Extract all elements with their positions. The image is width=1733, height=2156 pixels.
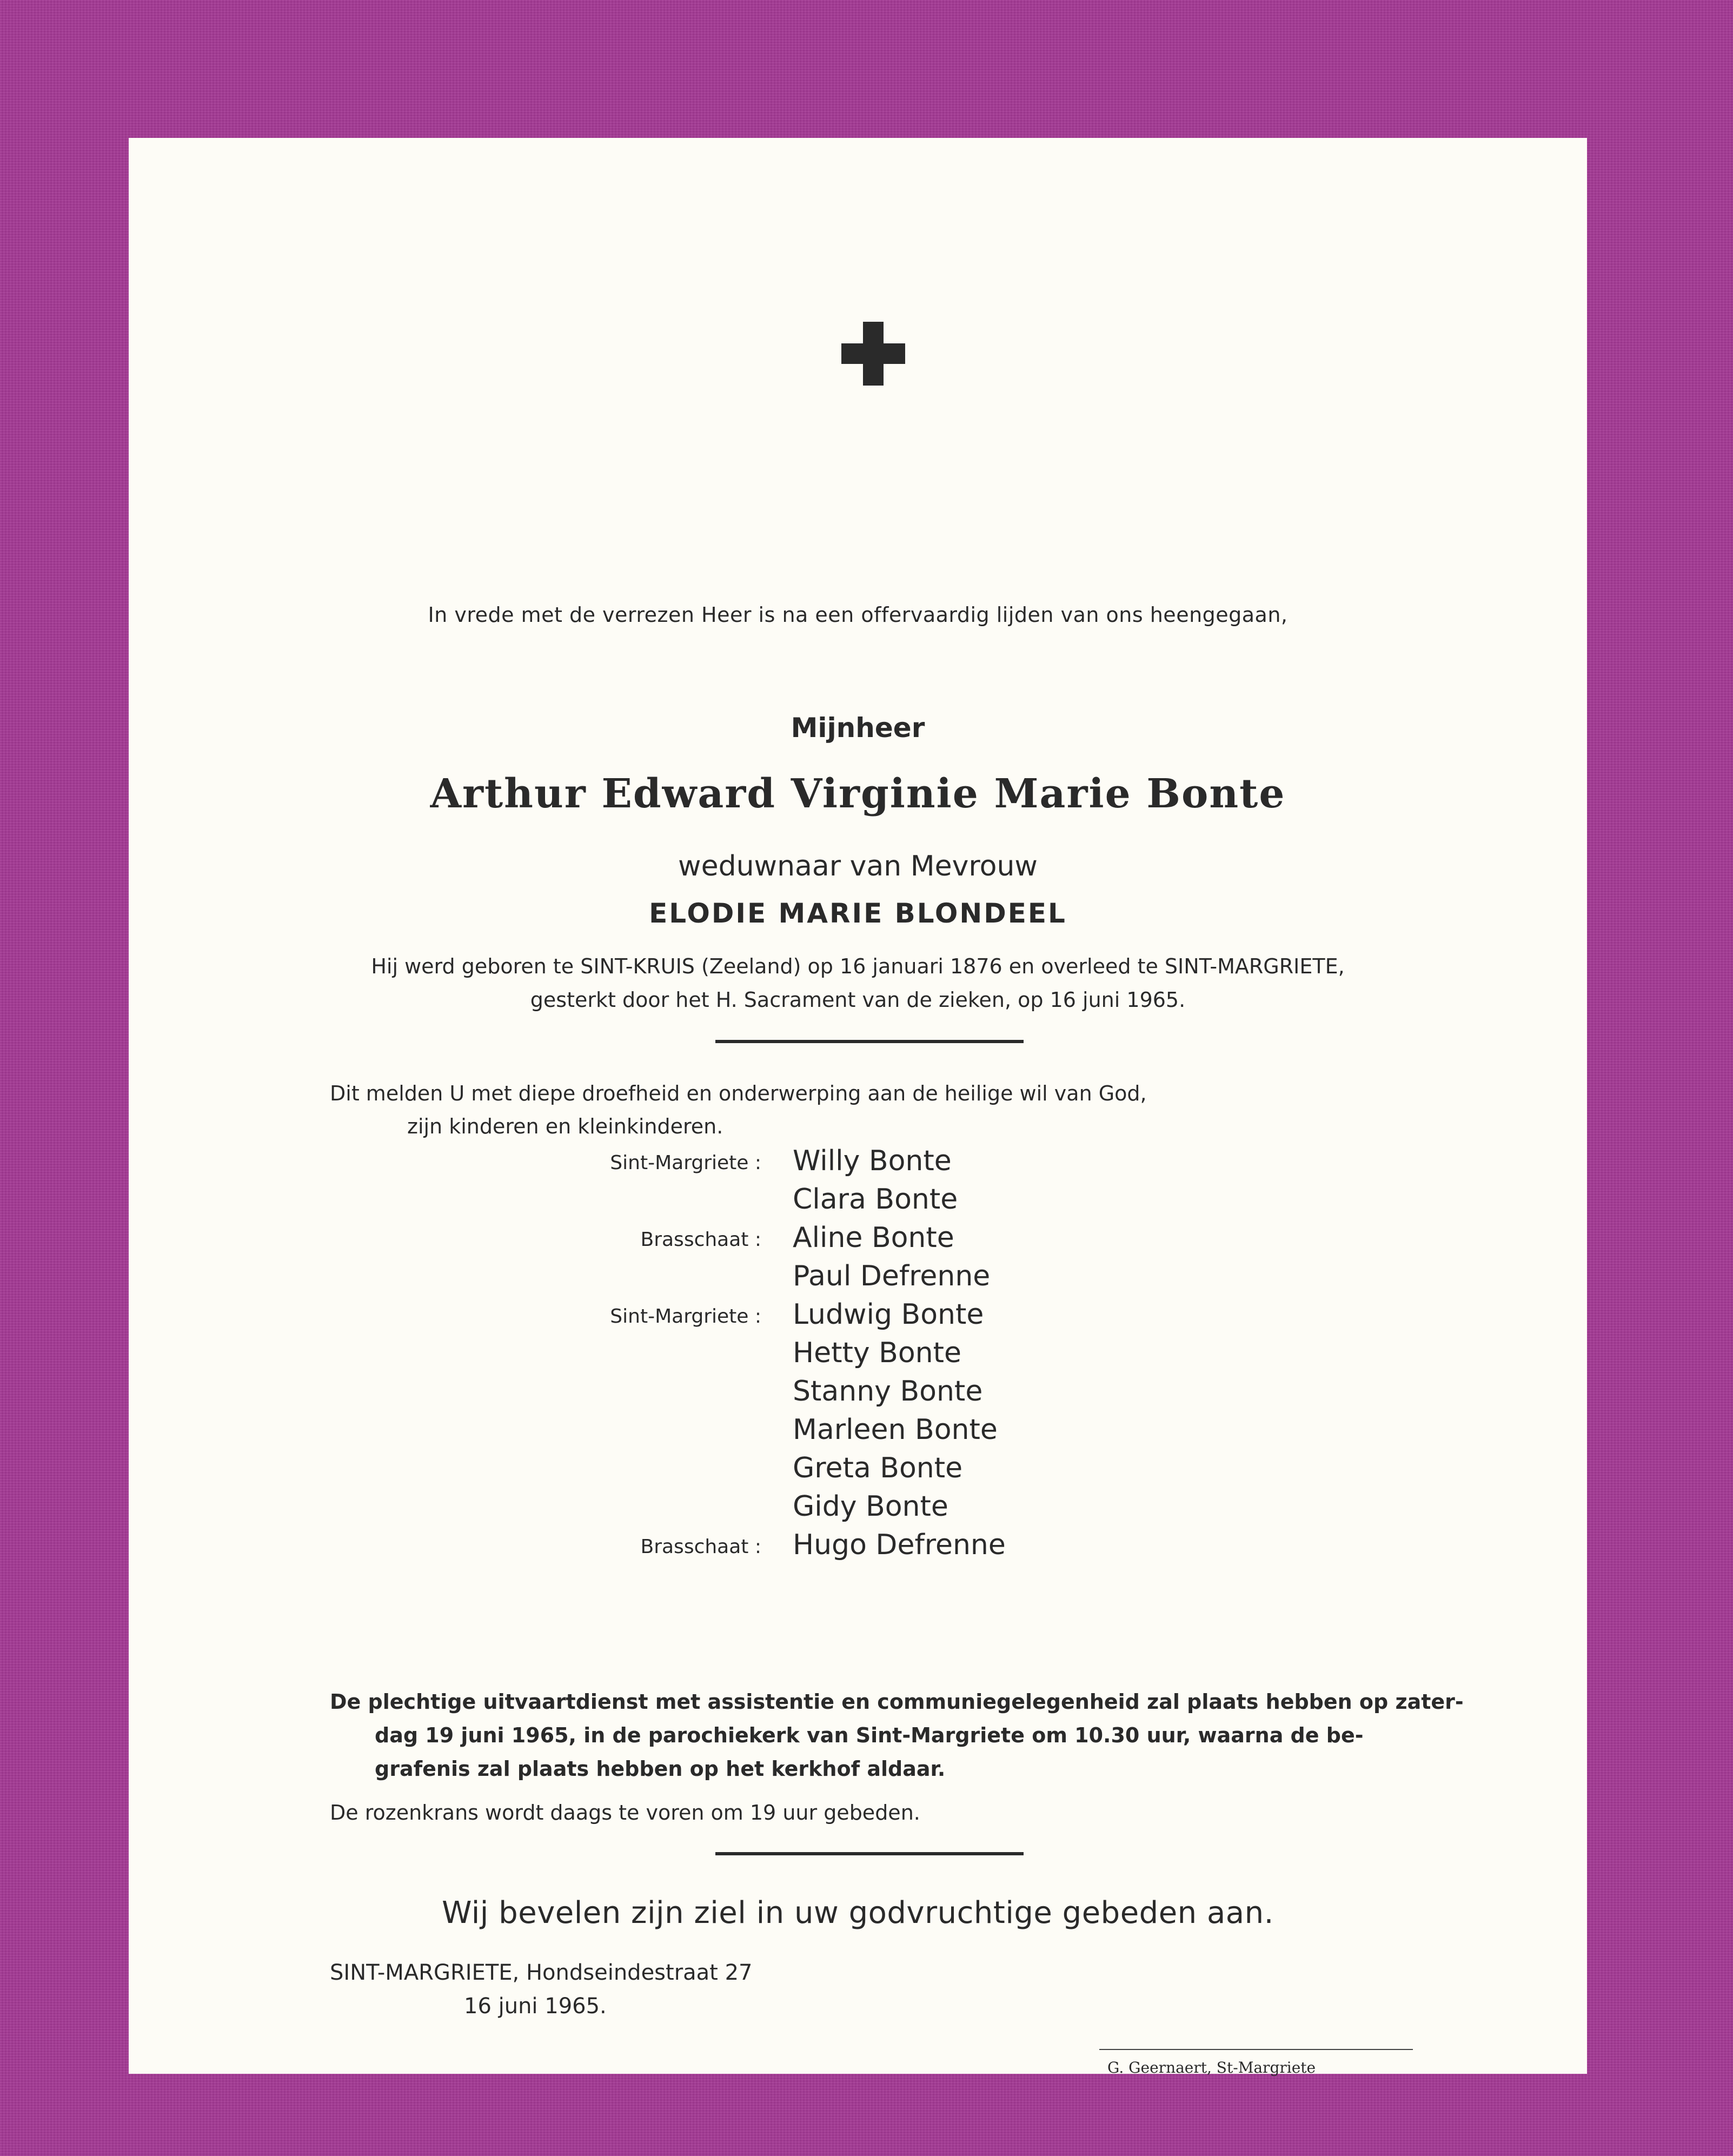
printer-rule [1099, 2049, 1413, 2050]
title-prefix: Mijnheer [791, 712, 925, 744]
relative-name: Hugo Defrenne [793, 1529, 1006, 1561]
relative-name: Clara Bonte [793, 1183, 958, 1216]
relative-place: Brasschaat : [640, 1536, 761, 1558]
relative-name: Hetty Bonte [793, 1337, 961, 1369]
spouse-name: ELODIE MARIE BLONDEEL [649, 898, 1067, 929]
relative-name: Paul Defrenne [793, 1260, 991, 1292]
rosary-line: De rozenkrans wordt daags te voren om 19 uur gebeden. [330, 1801, 920, 1825]
address-line: SINT-MARGRIETE, Hondseindestraat 27 [330, 1960, 753, 1985]
relative-name: Ludwig Bonte [793, 1298, 984, 1331]
date-line: 16 juni 1965. [464, 1994, 607, 2019]
relative-place: Sint-Margriete : [610, 1305, 761, 1328]
relative-name: Stanny Bonte [793, 1375, 983, 1408]
printer-credit: G. Geernaert, St-Margriete [1107, 2059, 1316, 2077]
intro-text: In vrede met de verrezen Heer is na een offervaardig lijden van ons heengegaan, [428, 603, 1288, 627]
funeral-line-2: dag 19 juni 1965, in de parochiekerk van Sint-Margriete om 10.30 uur, waarna de be- [375, 1723, 1364, 1747]
funeral-line-1: De plechtige uitvaartdienst met assistentie en communiegelegenheid zal plaats hebben op zater- [330, 1690, 1464, 1714]
relative-place: Brasschaat : [640, 1229, 761, 1251]
relative-name: Aline Bonte [793, 1222, 954, 1254]
divider-bottom [715, 1852, 1024, 1855]
cross-icon [841, 322, 905, 386]
relative-name: Willy Bonte [793, 1145, 952, 1177]
memorial-card [129, 138, 1587, 2077]
prayer-line: Wij bevelen zijn ziel in uw godvruchtige gebeden aan. [442, 1895, 1274, 1931]
divider-top [715, 1040, 1024, 1043]
relative-place: Sint-Margriete : [610, 1152, 761, 1174]
deceased-name: Arthur Edward Virginie Marie Bonte [430, 771, 1286, 817]
announce-line-2: zijn kinderen en kleinkinderen. [407, 1115, 723, 1138]
announce-line-1: Dit melden U met diepe droefheid en onderwerping aan de heilige wil van God, [330, 1082, 1147, 1105]
funeral-line-3: grafenis zal plaats hebben op het kerkhof aldaar. [375, 1757, 946, 1781]
widower-line: weduwnaar van Mevrouw [678, 850, 1038, 883]
relative-name: Greta Bonte [793, 1452, 963, 1484]
birth-line-1: Hij werd geboren te SINT-KRUIS (Zeeland) op 16 januari 1876 en overleed te SINT-MARGRIETE, [371, 954, 1345, 978]
birth-line-2: gesterkt door het H. Sacrament van de zieken, op 16 juni 1965. [530, 988, 1186, 1012]
relative-name: Gidy Bonte [793, 1490, 948, 1523]
relative-name: Marleen Bonte [793, 1414, 998, 1446]
